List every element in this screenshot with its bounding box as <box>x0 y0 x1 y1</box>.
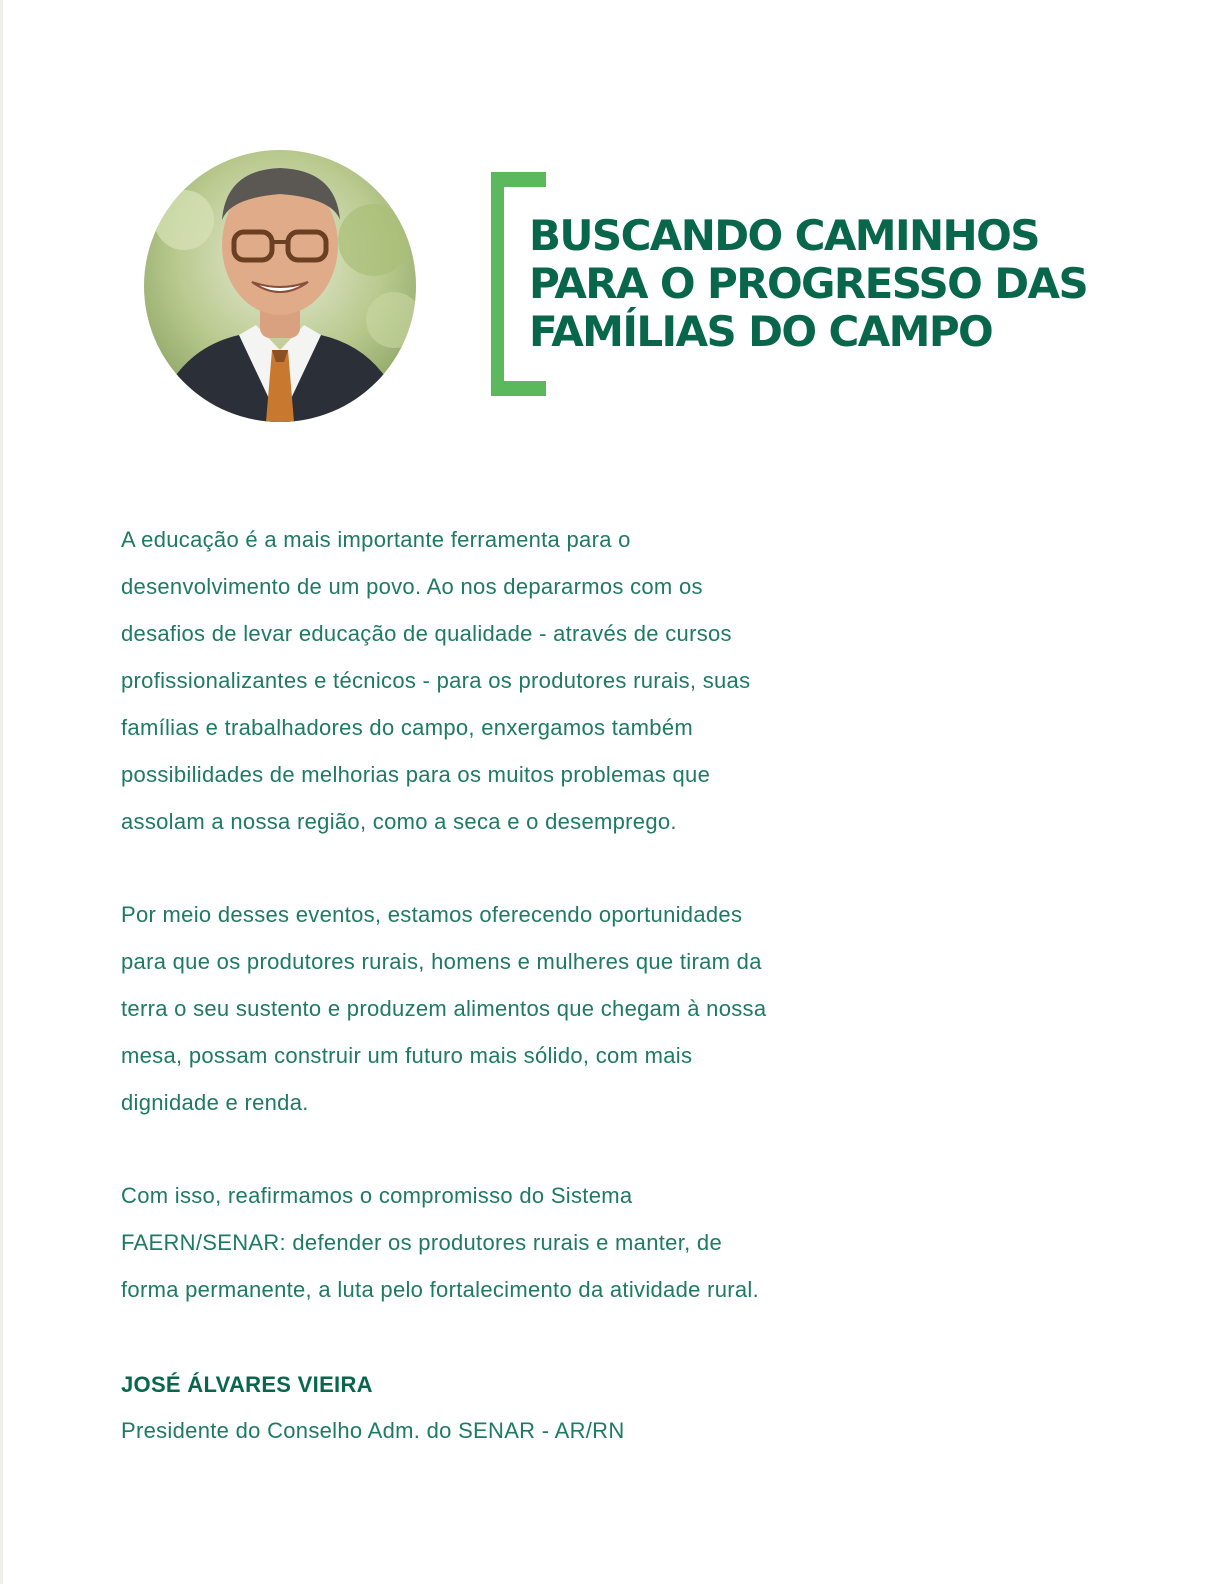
text-line: famílias e trabalhadores do campo, enxergamos também <box>121 715 693 740</box>
text-line: assolam a nossa região, como a seca e o desemprego. <box>121 809 677 834</box>
text-line: A educação é a mais importante ferramenta para o <box>121 527 631 552</box>
text-line: desenvolvimento de um povo. Ao nos depararmos com os <box>121 574 703 599</box>
text-line: Com isso, reafirmamos o compromisso do Sistema <box>121 1183 633 1208</box>
text-line: para que os produtores rurais, homens e mulheres que tiram da <box>121 949 762 974</box>
text-line: terra o seu sustento e produzem alimentos que chegam à nossa <box>121 996 767 1021</box>
text-line: FAERN/SENAR: defender os produtores rurais e manter, de <box>121 1230 723 1255</box>
text-line: possibilidades de melhorias para os muitos problemas que <box>121 762 711 787</box>
text-line: forma permanente, a luta pelo fortalecimento da atividade rural. <box>121 1277 759 1302</box>
signature-role: Presidente do Conselho Adm. do SENAR - AR/RN <box>121 1418 625 1443</box>
signature-name: JOSÉ ÁLVARES VIEIRA <box>121 1372 373 1397</box>
text-line: desafios de levar educação de qualidade - através de cursos <box>121 621 732 646</box>
title-line-1: BUSCANDO CAMINHOS <box>529 211 1039 260</box>
author-portrait-photo <box>144 150 416 422</box>
text-line: profissionalizantes e técnicos - para os produtores rurais, suas <box>121 668 751 693</box>
paragraph-1 <box>121 516 881 845</box>
text-line: mesa, possam construir um futuro mais sólido, com mais <box>121 1043 693 1068</box>
paragraph-3 <box>121 1172 881 1313</box>
page-title <box>529 212 1169 356</box>
text-line: dignidade e renda. <box>121 1090 309 1115</box>
paragraph-2 <box>121 891 881 1126</box>
person-portrait-icon <box>144 150 416 422</box>
article-body <box>121 516 881 1359</box>
text-line: Por meio desses eventos, estamos oferecendo oportunidades <box>121 902 743 927</box>
page-edge-divider <box>0 0 3 1584</box>
title-line-2: PARA O PROGRESSO DAS <box>529 259 1088 308</box>
title-line-3: FAMÍLIAS DO CAMPO <box>529 307 993 356</box>
